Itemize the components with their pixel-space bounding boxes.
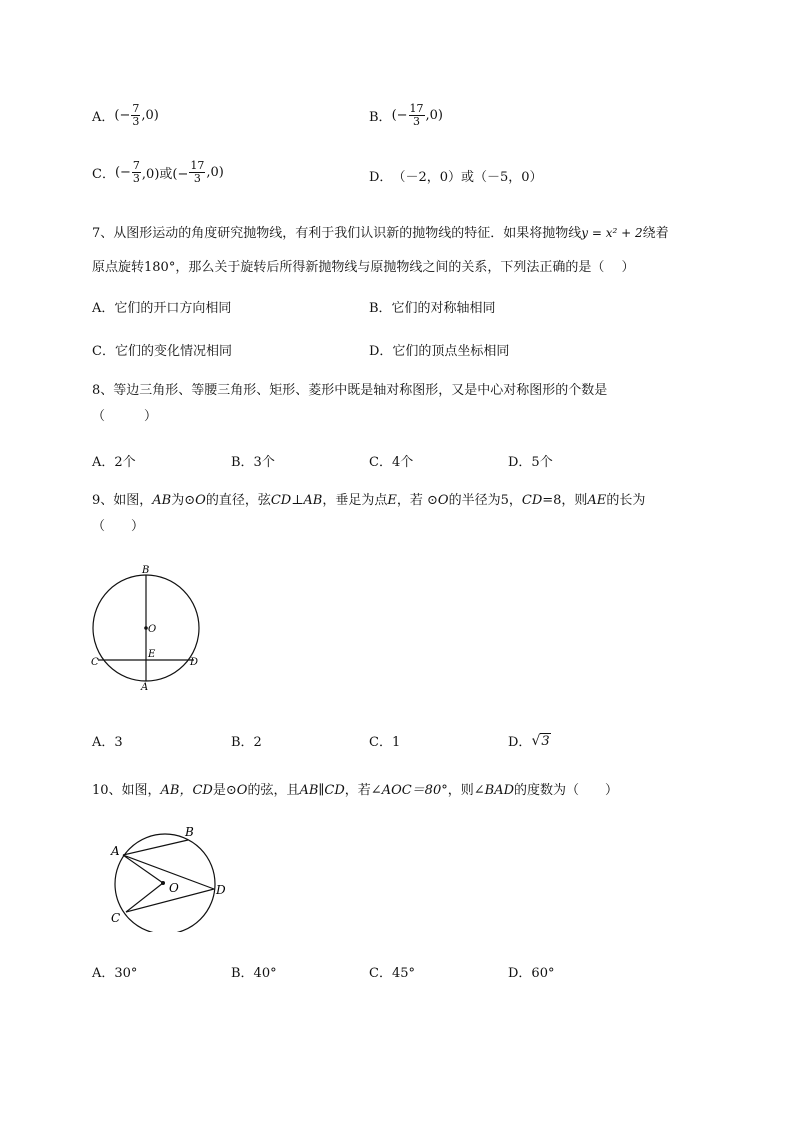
option-label: B．	[369, 110, 392, 125]
label-c: C	[91, 657, 99, 668]
q9-options-row	[92, 731, 772, 761]
paren-close: ,0)	[206, 165, 224, 180]
t: 的半径为5，	[448, 493, 522, 508]
option-label: D．	[369, 170, 393, 185]
q7-option-b: B．它们的对称轴相同	[369, 301, 496, 316]
t: 的直径，弦	[205, 493, 271, 508]
denominator: 3	[132, 172, 140, 185]
q10-option-b: B．40°	[231, 966, 277, 981]
var-cd: CD	[521, 493, 543, 508]
t: 是⊙	[212, 783, 237, 798]
paren-close: ,0)	[425, 108, 444, 123]
q9-line-1	[92, 488, 772, 514]
paren-open: (−	[114, 108, 131, 123]
q8-option-d: D．5个	[508, 455, 553, 470]
var-ab: AB	[152, 493, 172, 508]
var-ab-parallel-cd: AB∥CD	[299, 783, 345, 798]
q10-option-a: A．30°	[92, 966, 138, 981]
q7-options-row-1	[92, 297, 772, 327]
var-cd-perp-ab: CD⊥AB	[270, 493, 323, 508]
numerator: 17	[409, 102, 424, 115]
label-o: O	[169, 881, 179, 895]
q6-option-b	[369, 103, 443, 128]
label-b: B	[185, 825, 194, 839]
q10-stem	[92, 776, 772, 806]
numerator: 17	[190, 159, 205, 172]
q7-text-2: 原点旋转180°，那么关于旋转后所得新抛物线与原抛物线之间的关系，下列法正确的是（ ）	[92, 260, 635, 275]
q7-stem	[92, 218, 772, 283]
q7-option-c: C．它们的变化情况相同	[92, 344, 232, 359]
q9-option-c: C．1	[369, 735, 401, 750]
paren-open: (−	[114, 165, 131, 180]
sqrt-symbol: √	[531, 732, 541, 749]
numerator: 7	[132, 159, 140, 172]
q8-line-2: （ ）	[92, 409, 158, 424]
t: 10、如图，	[92, 783, 161, 798]
option-text: （－2，0）或（－5，0）	[392, 170, 543, 185]
fraction	[131, 103, 140, 128]
q6-option-c	[92, 160, 224, 185]
q9-option-a: A．3	[92, 735, 123, 750]
q10-options-row	[92, 962, 772, 992]
q8-option-b: B．3个	[231, 455, 275, 470]
label-c: C	[111, 911, 121, 925]
q9-line-2: （ ）	[92, 519, 145, 534]
q9-stem	[92, 488, 772, 540]
q6-option-a	[92, 103, 159, 128]
radius-oa	[123, 855, 163, 883]
t: 9、如图，	[92, 493, 153, 508]
q10-circle-figure	[106, 822, 236, 932]
denominator: 3	[193, 172, 201, 185]
q6-option-d	[369, 166, 543, 185]
label-a: A	[141, 682, 149, 693]
q7-options-row-2	[92, 340, 772, 370]
q8-stem	[92, 378, 772, 430]
label-d: D	[216, 883, 226, 897]
t: ，若 ⊙	[396, 493, 438, 508]
denominator: 3	[132, 115, 140, 128]
t: ，则	[447, 783, 474, 798]
t: ，若	[344, 783, 371, 798]
var-e: E	[387, 493, 397, 508]
t: =8，则	[542, 493, 588, 508]
parabola-formula: y = x² + 2	[581, 226, 643, 240]
label-a: A	[111, 844, 120, 858]
fraction	[409, 103, 425, 128]
numerator: 7	[132, 102, 140, 115]
t: 的弦，且	[247, 783, 300, 798]
fraction	[132, 160, 141, 185]
q6-options-row-1	[92, 103, 772, 133]
q9-circle-figure	[86, 562, 206, 694]
paren-open: (−	[391, 108, 408, 123]
q8-options-row	[92, 451, 772, 481]
q9-option-b: B．2	[231, 735, 262, 750]
t: 为⊙	[171, 493, 196, 508]
t: 的度数为（ ）	[514, 783, 619, 798]
paren-close: ,0)	[141, 108, 159, 123]
t: ，垂足为点	[322, 493, 388, 508]
label-b: B	[142, 565, 150, 576]
q7-text-1-end: 绕着	[642, 226, 669, 241]
label-o: O	[148, 624, 157, 635]
option-label: C．	[92, 167, 115, 182]
denominator: 3	[413, 115, 421, 128]
angle-aoc: ∠AOC＝80°	[370, 783, 448, 798]
q7-line-2	[92, 253, 772, 283]
q7-option-a: A．它们的开口方向相同	[92, 301, 232, 316]
q9-option-d	[508, 731, 551, 750]
option-label: D．	[508, 735, 532, 750]
label-e: E	[148, 649, 156, 660]
q7-text-1: 7、从图形运动的角度研究抛物线，有利于我们认识新的抛物线的特征．如果将抛物线	[92, 226, 582, 241]
center-point	[161, 881, 165, 885]
sqrt-radicand: 3	[541, 733, 550, 749]
chord-ab	[123, 840, 188, 855]
q10-option-d: D．60°	[508, 966, 555, 981]
option-label: A．	[92, 110, 115, 125]
q8-option-c: C．4个	[369, 455, 414, 470]
label-d: D	[190, 657, 199, 668]
var-o: O	[437, 493, 449, 508]
q10-option-c: C．45°	[369, 966, 415, 981]
fraction	[189, 160, 205, 185]
q8-line-1: 8、等边三角形、等腰三角形、矩形、菱形中既是轴对称图形，又是中心对称图形的个数是	[92, 383, 608, 398]
angle-bad: ∠BAD	[473, 783, 515, 798]
var-ab-cd: AB，CD	[160, 783, 213, 798]
middle-text: ,0)或(−	[141, 167, 189, 182]
var-o: O	[236, 783, 248, 798]
q6-options-row-2	[92, 160, 772, 190]
var-ae: AE	[587, 493, 607, 508]
q7-option-d: D．它们的顶点坐标相同	[369, 344, 510, 359]
t: 的长为	[606, 493, 646, 508]
q7-line-1	[92, 218, 772, 249]
q8-option-a: A．2个	[92, 455, 136, 470]
var-o: O	[195, 493, 206, 508]
